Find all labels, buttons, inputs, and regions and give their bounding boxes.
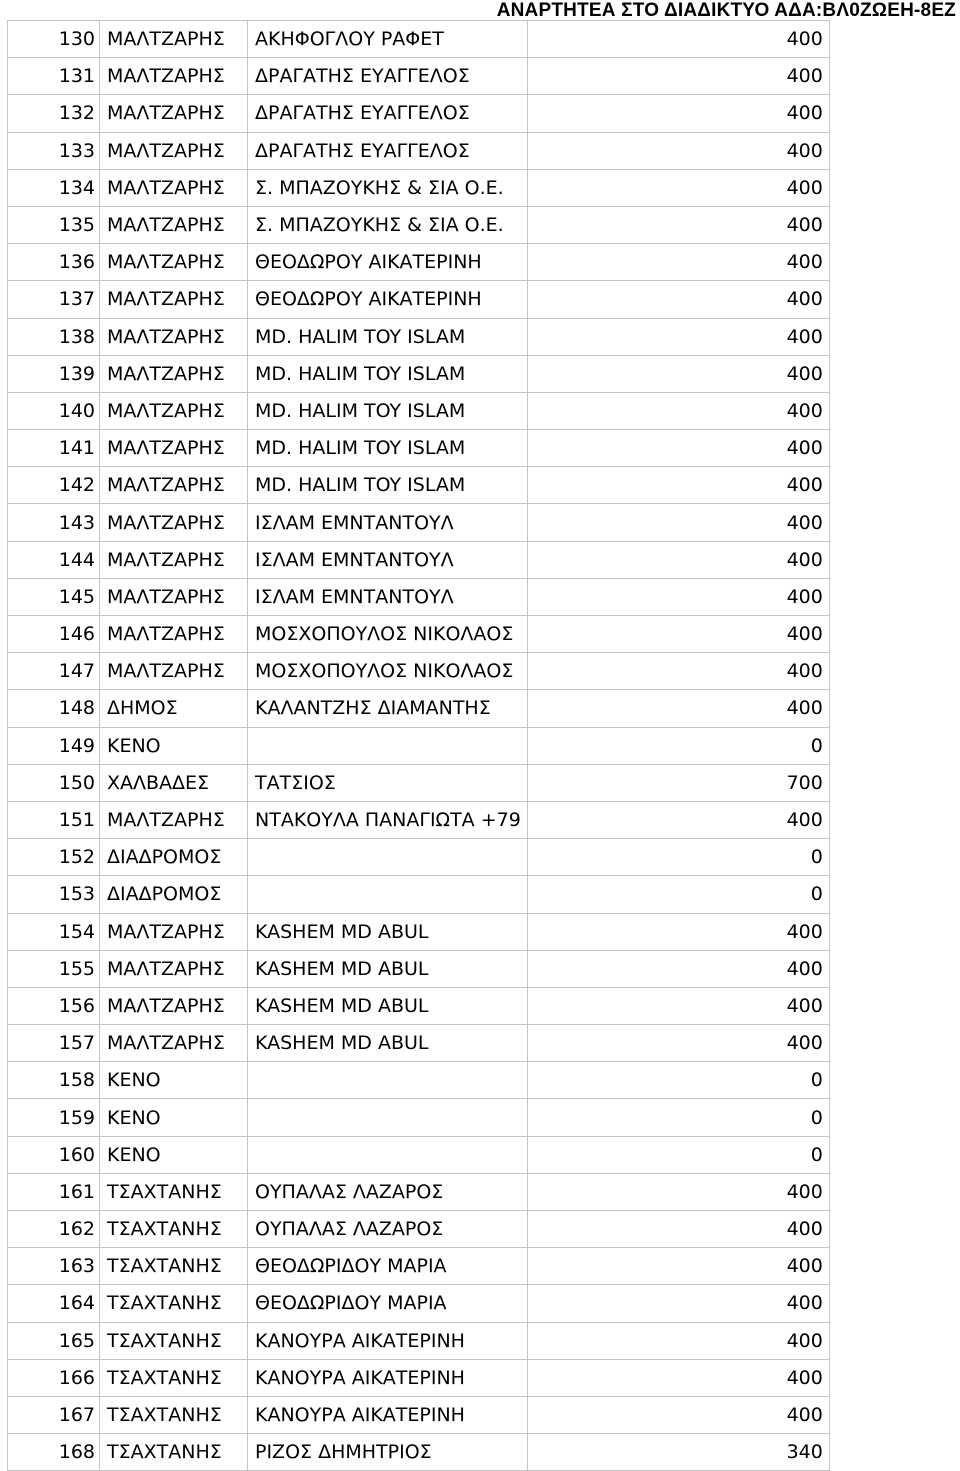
holder-name-cell: ΘΕΟΔΩΡΟΥ ΑΙΚΑΤΕΡΙΝΗ <box>248 244 528 281</box>
holder-name-cell: ΘΕΟΔΩΡΙΔΟΥ ΜΑΡΙΑ <box>248 1285 528 1322</box>
amount-cell: 0 <box>527 1099 829 1136</box>
row-number-cell: 159 <box>8 1099 100 1136</box>
table-row <box>8 1211 830 1248</box>
location-cell: ΜΑΛΤΖΑΡΗΣ <box>100 913 248 950</box>
location-cell: ΤΣΑΧΤΑΝΗΣ <box>100 1434 248 1471</box>
location-cell: ΤΣΑΧΤΑΝΗΣ <box>100 1396 248 1433</box>
location-cell: ΤΣΑΧΤΑΝΗΣ <box>100 1359 248 1396</box>
table-row <box>8 541 830 578</box>
row-number-cell: 158 <box>8 1062 100 1099</box>
holder-name-cell: ΟΥΠΑΛΑΣ ΛΑΖΑΡΟΣ <box>248 1211 528 1248</box>
amount-cell: 0 <box>527 876 829 913</box>
holder-name-cell: ΜΟΣΧΟΠΟΥΛΟΣ ΝΙΚΟΛΑΟΣ <box>248 653 528 690</box>
row-number-cell: 137 <box>8 281 100 318</box>
location-cell: ΚΕΝΟ <box>100 727 248 764</box>
row-number-cell: 154 <box>8 913 100 950</box>
holder-name-cell: ΚΑΛΑΝΤΖΗΣ ΔΙΑΜΑΝΤΗΣ <box>248 690 528 727</box>
amount-cell: 400 <box>527 206 829 243</box>
holder-name-cell: ΡΙΖΟΣ ΔΗΜΗΤΡΙΟΣ <box>248 1434 528 1471</box>
location-cell: ΜΑΛΤΖΑΡΗΣ <box>100 21 248 58</box>
holder-name-cell: ΘΕΟΔΩΡΙΔΟΥ ΜΑΡΙΑ <box>248 1248 528 1285</box>
table-row <box>8 1434 830 1471</box>
row-number-cell: 156 <box>8 987 100 1024</box>
amount-cell: 0 <box>527 727 829 764</box>
table-row <box>8 950 830 987</box>
table-row <box>8 690 830 727</box>
location-cell: ΜΑΛΤΖΑΡΗΣ <box>100 504 248 541</box>
row-number-cell: 165 <box>8 1322 100 1359</box>
row-number-cell: 160 <box>8 1136 100 1173</box>
row-number-cell: 148 <box>8 690 100 727</box>
amount-cell: 400 <box>527 1025 829 1062</box>
holder-name-cell: ΙΣΛΑΜ ΕΜΝΤΑΝΤΟΥΛ <box>248 578 528 615</box>
table-row <box>8 727 830 764</box>
table-row <box>8 355 830 392</box>
table-row <box>8 58 830 95</box>
amount-cell: 400 <box>527 690 829 727</box>
amount-cell: 400 <box>527 987 829 1024</box>
location-cell: ΚΕΝΟ <box>100 1136 248 1173</box>
table-row <box>8 1322 830 1359</box>
holder-name-cell: ΔΡΑΓΑΤΗΣ ΕΥΑΓΓΕΛΟΣ <box>248 95 528 132</box>
location-cell: ΜΑΛΤΖΑΡΗΣ <box>100 95 248 132</box>
table-row <box>8 504 830 541</box>
location-cell: ΜΑΛΤΖΑΡΗΣ <box>100 132 248 169</box>
row-number-cell: 157 <box>8 1025 100 1062</box>
row-number-cell: 135 <box>8 206 100 243</box>
row-number-cell: 145 <box>8 578 100 615</box>
amount-cell: 400 <box>527 578 829 615</box>
holder-name-cell: KASHEM MD ABUL <box>248 913 528 950</box>
row-number-cell: 143 <box>8 504 100 541</box>
row-number-cell: 142 <box>8 467 100 504</box>
row-number-cell: 166 <box>8 1359 100 1396</box>
holder-name-cell <box>248 1062 528 1099</box>
location-cell: ΔΙΑΔΡΟΜΟΣ <box>100 876 248 913</box>
amount-cell: 400 <box>527 1322 829 1359</box>
table-body <box>8 21 830 1471</box>
location-cell: ΜΑΛΤΖΑΡΗΣ <box>100 430 248 467</box>
row-number-cell: 161 <box>8 1173 100 1210</box>
amount-cell: 400 <box>527 913 829 950</box>
table-row <box>8 839 830 876</box>
table-row <box>8 1396 830 1433</box>
amount-cell: 400 <box>527 169 829 206</box>
location-cell: ΔΗΜΟΣ <box>100 690 248 727</box>
holder-name-cell: ΙΣΛΑΜ ΕΜΝΤΑΝΤΟΥΛ <box>248 504 528 541</box>
table-row <box>8 764 830 801</box>
amount-cell: 400 <box>527 430 829 467</box>
holder-name-cell <box>248 1099 528 1136</box>
amount-cell: 400 <box>527 1285 829 1322</box>
row-number-cell: 140 <box>8 392 100 429</box>
holder-name-cell: ΝΤΑΚΟΥΛΑ ΠΑΝΑΓΙΩΤΑ +79 <box>248 801 528 838</box>
table-row <box>8 281 830 318</box>
row-number-cell: 150 <box>8 764 100 801</box>
row-number-cell: 147 <box>8 653 100 690</box>
holder-name-cell: ΚΑΝΟΥΡΑ ΑΙΚΑΤΕΡΙΝΗ <box>248 1359 528 1396</box>
table-row <box>8 616 830 653</box>
table-row <box>8 1025 830 1062</box>
amount-cell: 700 <box>527 764 829 801</box>
table-row <box>8 169 830 206</box>
location-cell: ΔΙΑΔΡΟΜΟΣ <box>100 839 248 876</box>
holder-name-cell <box>248 839 528 876</box>
holder-name-cell: ΜΟΣΧΟΠΟΥΛΟΣ ΝΙΚΟΛΑΟΣ <box>248 616 528 653</box>
amount-cell: 400 <box>527 318 829 355</box>
holder-name-cell: Σ. ΜΠΑΖΟΥΚΗΣ & ΣΙΑ Ο.Ε. <box>248 169 528 206</box>
holder-name-cell: ΤΑΤΣΙΟΣ <box>248 764 528 801</box>
row-number-cell: 151 <box>8 801 100 838</box>
table-row <box>8 132 830 169</box>
table-row <box>8 578 830 615</box>
location-cell: ΤΣΑΧΤΑΝΗΣ <box>100 1173 248 1210</box>
table-row <box>8 430 830 467</box>
holder-name-cell: ΚΑΝΟΥΡΑ ΑΙΚΑΤΕΡΙΝΗ <box>248 1396 528 1433</box>
table-row <box>8 876 830 913</box>
location-cell: ΜΑΛΤΖΑΡΗΣ <box>100 58 248 95</box>
holder-name-cell: Σ. ΜΠΑΖΟΥΚΗΣ & ΣΙΑ Ο.Ε. <box>248 206 528 243</box>
holder-name-cell: KASHEM MD ABUL <box>248 950 528 987</box>
amount-cell: 400 <box>527 21 829 58</box>
table-row <box>8 244 830 281</box>
location-cell: ΜΑΛΤΖΑΡΗΣ <box>100 1025 248 1062</box>
row-number-cell: 138 <box>8 318 100 355</box>
amount-cell: 400 <box>527 653 829 690</box>
location-cell: ΤΣΑΧΤΑΝΗΣ <box>100 1322 248 1359</box>
location-cell: ΧΑΛΒΑΔΕΣ <box>100 764 248 801</box>
table-row <box>8 801 830 838</box>
amount-cell: 400 <box>527 950 829 987</box>
holder-name-cell: ΑΚΗΦΟΓΛΟΥ ΡΑΦΕΤ <box>248 21 528 58</box>
location-cell: ΚΕΝΟ <box>100 1062 248 1099</box>
location-cell: ΜΑΛΤΖΑΡΗΣ <box>100 318 248 355</box>
row-number-cell: 144 <box>8 541 100 578</box>
table-row <box>8 21 830 58</box>
holder-name-cell: MD. HALIM TOY ISLAM <box>248 467 528 504</box>
table-row <box>8 318 830 355</box>
holder-name-cell: MD. HALIM TOY ISLAM <box>248 430 528 467</box>
location-cell: ΜΑΛΤΖΑΡΗΣ <box>100 616 248 653</box>
amount-cell: 400 <box>527 541 829 578</box>
location-cell: ΜΑΛΤΖΑΡΗΣ <box>100 355 248 392</box>
location-cell: ΜΑΛΤΖΑΡΗΣ <box>100 801 248 838</box>
table-row <box>8 1136 830 1173</box>
amount-cell: 400 <box>527 244 829 281</box>
table-row <box>8 987 830 1024</box>
row-number-cell: 149 <box>8 727 100 764</box>
row-number-cell: 167 <box>8 1396 100 1433</box>
row-number-cell: 136 <box>8 244 100 281</box>
amount-cell: 400 <box>527 95 829 132</box>
row-number-cell: 152 <box>8 839 100 876</box>
amount-cell: 400 <box>527 616 829 653</box>
amount-cell: 0 <box>527 1136 829 1173</box>
row-number-cell: 141 <box>8 430 100 467</box>
holder-name-cell: ΙΣΛΑΜ ΕΜΝΤΑΝΤΟΥΛ <box>248 541 528 578</box>
holder-name-cell: MD. HALIM TOY ISLAM <box>248 318 528 355</box>
amount-cell: 400 <box>527 1396 829 1433</box>
row-number-cell: 168 <box>8 1434 100 1471</box>
holder-name-cell <box>248 727 528 764</box>
location-cell: ΜΑΛΤΖΑΡΗΣ <box>100 206 248 243</box>
holder-name-cell <box>248 1136 528 1173</box>
row-number-cell: 130 <box>8 21 100 58</box>
row-number-cell: 131 <box>8 58 100 95</box>
amount-cell: 340 <box>527 1434 829 1471</box>
location-cell: ΜΑΛΤΖΑΡΗΣ <box>100 653 248 690</box>
location-cell: ΜΑΛΤΖΑΡΗΣ <box>100 244 248 281</box>
amount-cell: 400 <box>527 132 829 169</box>
table-row <box>8 1285 830 1322</box>
amount-cell: 400 <box>527 392 829 429</box>
amount-cell: 400 <box>527 58 829 95</box>
holder-name-cell: KASHEM MD ABUL <box>248 1025 528 1062</box>
table-row <box>8 1359 830 1396</box>
table-row <box>8 467 830 504</box>
holder-name-cell: ΚΑΝΟΥΡΑ ΑΙΚΑΤΕΡΙΝΗ <box>248 1322 528 1359</box>
location-cell: ΤΣΑΧΤΑΝΗΣ <box>100 1285 248 1322</box>
amount-cell: 400 <box>527 467 829 504</box>
holder-name-cell: ΟΥΠΑΛΑΣ ΛΑΖΑΡΟΣ <box>248 1173 528 1210</box>
allocation-table <box>7 20 830 1471</box>
row-number-cell: 164 <box>8 1285 100 1322</box>
location-cell: ΜΑΛΤΖΑΡΗΣ <box>100 987 248 1024</box>
table-row <box>8 913 830 950</box>
row-number-cell: 153 <box>8 876 100 913</box>
table-row <box>8 1173 830 1210</box>
location-cell: ΜΑΛΤΖΑΡΗΣ <box>100 281 248 318</box>
row-number-cell: 162 <box>8 1211 100 1248</box>
table-row <box>8 392 830 429</box>
document-header: ΑΝΑΡΤΗΤΕΑ ΣΤΟ ΔΙΑΔΙΚΤΥΟ ΑΔΑ:ΒΛ0ΖΩΕΗ-8ΕΖ <box>496 0 956 21</box>
table-row <box>8 653 830 690</box>
table-row <box>8 1099 830 1136</box>
location-cell: ΜΑΛΤΖΑΡΗΣ <box>100 467 248 504</box>
table-row <box>8 1248 830 1285</box>
row-number-cell: 146 <box>8 616 100 653</box>
amount-cell: 400 <box>527 1173 829 1210</box>
row-number-cell: 163 <box>8 1248 100 1285</box>
location-cell: ΚΕΝΟ <box>100 1099 248 1136</box>
amount-cell: 400 <box>527 504 829 541</box>
holder-name-cell: ΘΕΟΔΩΡΟΥ ΑΙΚΑΤΕΡΙΝΗ <box>248 281 528 318</box>
row-number-cell: 133 <box>8 132 100 169</box>
amount-cell: 0 <box>527 1062 829 1099</box>
table-row <box>8 1062 830 1099</box>
location-cell: ΜΑΛΤΖΑΡΗΣ <box>100 169 248 206</box>
amount-cell: 400 <box>527 801 829 838</box>
holder-name-cell: KASHEM MD ABUL <box>248 987 528 1024</box>
amount-cell: 0 <box>527 839 829 876</box>
amount-cell: 400 <box>527 281 829 318</box>
holder-name-cell: MD. HALIM TOY ISLAM <box>248 392 528 429</box>
row-number-cell: 132 <box>8 95 100 132</box>
table-row <box>8 206 830 243</box>
location-cell: ΜΑΛΤΖΑΡΗΣ <box>100 578 248 615</box>
location-cell: ΤΣΑΧΤΑΝΗΣ <box>100 1248 248 1285</box>
holder-name-cell: ΔΡΑΓΑΤΗΣ ΕΥΑΓΓΕΛΟΣ <box>248 132 528 169</box>
holder-name-cell <box>248 876 528 913</box>
location-cell: ΜΑΛΤΖΑΡΗΣ <box>100 541 248 578</box>
amount-cell: 400 <box>527 1211 829 1248</box>
amount-cell: 400 <box>527 1248 829 1285</box>
row-number-cell: 139 <box>8 355 100 392</box>
location-cell: ΜΑΛΤΖΑΡΗΣ <box>100 950 248 987</box>
table-row <box>8 95 830 132</box>
holder-name-cell: MD. HALIM TOY ISLAM <box>248 355 528 392</box>
holder-name-cell: ΔΡΑΓΑΤΗΣ ΕΥΑΓΓΕΛΟΣ <box>248 58 528 95</box>
location-cell: ΜΑΛΤΖΑΡΗΣ <box>100 392 248 429</box>
location-cell: ΤΣΑΧΤΑΝΗΣ <box>100 1211 248 1248</box>
row-number-cell: 134 <box>8 169 100 206</box>
amount-cell: 400 <box>527 355 829 392</box>
row-number-cell: 155 <box>8 950 100 987</box>
amount-cell: 400 <box>527 1359 829 1396</box>
